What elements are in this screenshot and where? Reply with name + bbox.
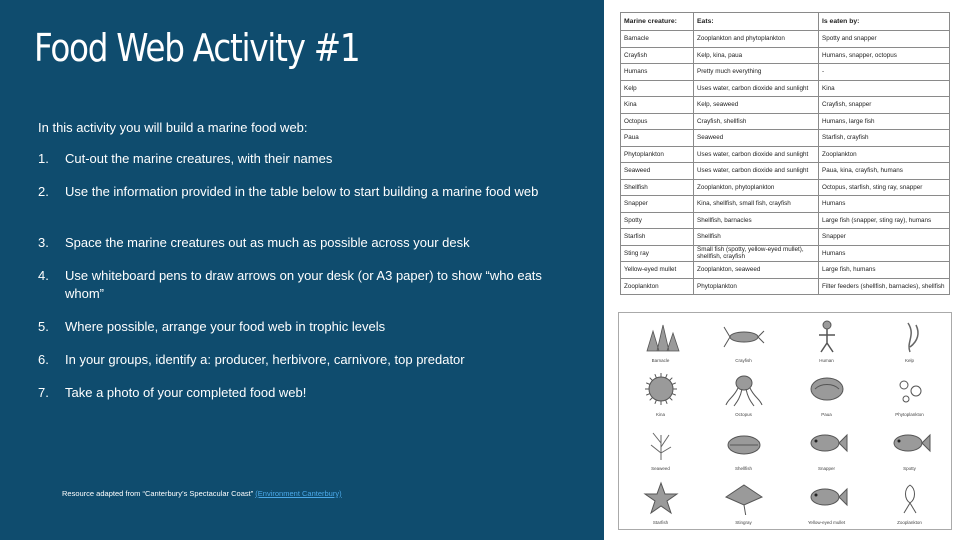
creature-card	[785, 367, 868, 421]
creature-cell: Yellow-eyed mullet	[621, 262, 694, 279]
step-text: Cut-out the marine creatures, with their names	[65, 151, 333, 166]
creature-label: Kelp	[904, 358, 914, 363]
table-row	[621, 212, 950, 229]
creature-cell: Seaweed	[621, 163, 694, 180]
kina-icon	[639, 371, 683, 407]
zooplankton-icon	[888, 479, 932, 515]
header-creature: Marine creature:	[621, 13, 694, 31]
phytoplankton-icon	[888, 371, 932, 407]
table-row	[621, 64, 950, 81]
creature-card	[619, 313, 702, 367]
starfish-icon	[639, 479, 683, 515]
table-body	[621, 31, 950, 295]
step-text: Where possible, arrange your food web in trophic levels	[65, 319, 386, 334]
step-item	[38, 150, 578, 168]
step-number: 5.	[38, 319, 49, 334]
eats-cell: Uses water, carbon dioxide and sunlight	[694, 146, 819, 163]
creature-label: Human	[819, 358, 834, 363]
step-number: 3.	[38, 235, 49, 250]
table-row	[621, 245, 950, 262]
creature-card	[868, 475, 951, 529]
reference-panel	[604, 0, 960, 540]
step-item	[38, 234, 578, 252]
creature-card	[785, 475, 868, 529]
creature-card	[702, 421, 785, 475]
step-item	[38, 384, 578, 402]
creature-label: Snapper	[817, 466, 835, 471]
eaten-by-cell: Crayfish, snapper	[819, 97, 950, 114]
creature-label: Shellfish	[734, 466, 752, 471]
eats-cell: Shellfish	[694, 229, 819, 246]
stingray-icon	[722, 479, 766, 515]
eaten-by-cell: Snapper	[819, 229, 950, 246]
resource-credit	[62, 489, 342, 498]
step-text: Take a photo of your completed food web!	[65, 385, 307, 400]
creature-cell: Humans	[621, 64, 694, 81]
eaten-by-cell: Humans	[819, 245, 950, 262]
table-row	[621, 31, 950, 48]
creature-card	[702, 367, 785, 421]
creature-card	[702, 313, 785, 367]
eats-cell: Zooplankton and phytoplankton	[694, 31, 819, 48]
table-header-row	[621, 13, 950, 31]
creature-cell: Shellfish	[621, 179, 694, 196]
eaten-by-cell: Octopus, starfish, sting ray, snapper	[819, 179, 950, 196]
creature-cell: Octopus	[621, 113, 694, 130]
creature-cell: Starfish	[621, 229, 694, 246]
creature-card	[619, 421, 702, 475]
eaten-by-cell: Humans, snapper, octopus	[819, 47, 950, 64]
step-text: Use whiteboard pens to draw arrows on your desk (or A3 paper) to show “who eats whom”	[65, 268, 542, 301]
creature-cell: Sting ray	[621, 245, 694, 262]
creature-cell: Spotty	[621, 212, 694, 229]
step-item	[38, 267, 578, 303]
step-text: Space the marine creatures out as much as possible across your desk	[65, 235, 470, 250]
creature-card	[702, 475, 785, 529]
snapper-icon	[805, 425, 849, 461]
creature-cell: Phytoplankton	[621, 146, 694, 163]
slide-title: Food Web Activity #1	[34, 26, 360, 70]
creature-label: Yellow-eyed mullet	[807, 520, 846, 525]
creature-label: Stingray	[735, 520, 752, 525]
eaten-by-cell: Humans, large fish	[819, 113, 950, 130]
eats-cell: Shellfish, barnacles	[694, 212, 819, 229]
credit-link[interactable]: (Environment Canterbury)	[255, 489, 342, 498]
step-number: 4.	[38, 268, 49, 283]
table-row	[621, 130, 950, 147]
creature-label: Seaweed	[651, 466, 670, 471]
eaten-by-cell: Zooplankton	[819, 146, 950, 163]
eats-cell: Kina, shellfish, small fish, crayfish	[694, 196, 819, 213]
creature-label: Phytoplankton	[895, 412, 924, 417]
creature-cell: Zooplankton	[621, 278, 694, 295]
eaten-by-cell: Large fish (snapper, sting ray), humans	[819, 212, 950, 229]
header-eaten-by: Is eaten by:	[819, 13, 950, 31]
spotty-icon	[888, 425, 932, 461]
crayfish-icon	[722, 317, 766, 353]
eats-cell: Kelp, seaweed	[694, 97, 819, 114]
creature-label: Paua	[821, 412, 832, 417]
seaweed-icon	[639, 425, 683, 461]
step-item	[38, 351, 578, 369]
shellfish-icon	[722, 425, 766, 461]
step-item	[38, 183, 578, 201]
eaten-by-cell: Filter feeders (shellfish, barnacles), shellfish	[819, 278, 950, 295]
step-number: 7.	[38, 385, 49, 400]
eats-cell: Kelp, kina, paua	[694, 47, 819, 64]
step-number: 2.	[38, 184, 49, 199]
eaten-by-cell: Kina	[819, 80, 950, 97]
creature-cell: Crayfish	[621, 47, 694, 64]
kelp-icon	[888, 317, 932, 353]
creature-label: Crayfish	[735, 358, 752, 363]
eats-cell: Crayfish, shellfish	[694, 113, 819, 130]
creature-label: Octopus	[735, 412, 752, 417]
barnacle-icon	[639, 317, 683, 353]
step-number: 1.	[38, 151, 49, 166]
creature-card	[785, 421, 868, 475]
creature-card	[785, 313, 868, 367]
creature-label: Kina	[655, 412, 665, 417]
table-row	[621, 146, 950, 163]
eats-cell: Uses water, carbon dioxide and sunlight	[694, 80, 819, 97]
octopus-icon	[722, 371, 766, 407]
step-item	[38, 318, 578, 336]
eaten-by-cell: Spotty and snapper	[819, 31, 950, 48]
table-row	[621, 179, 950, 196]
eats-cell: Small fish (spotty, yellow-eyed mullet), shellfish, crayfish	[694, 245, 819, 262]
table-row	[621, 80, 950, 97]
paua-icon	[805, 371, 849, 407]
eats-cell: Phytoplankton	[694, 278, 819, 295]
table-row	[621, 97, 950, 114]
table-row	[621, 47, 950, 64]
creature-cutout-grid	[618, 312, 952, 530]
food-web-table	[620, 12, 950, 295]
table-row	[621, 278, 950, 295]
creature-cell: Paua	[621, 130, 694, 147]
mullet-icon	[805, 479, 849, 515]
creature-label: Barnacle	[651, 358, 670, 363]
table-row	[621, 163, 950, 180]
table-row	[621, 113, 950, 130]
eats-cell: Zooplankton, seaweed	[694, 262, 819, 279]
creature-label: Starfish	[652, 520, 669, 525]
creature-cell: Kina	[621, 97, 694, 114]
table-row	[621, 196, 950, 213]
creature-card	[868, 313, 951, 367]
table-row	[621, 229, 950, 246]
eats-cell: Seaweed	[694, 130, 819, 147]
credit-text: Resource adapted from “Canterbury’s Spectacular Coast”	[62, 489, 254, 498]
creature-cell: Kelp	[621, 80, 694, 97]
human-icon	[805, 317, 849, 353]
creature-card	[868, 367, 951, 421]
table-row	[621, 262, 950, 279]
eats-cell: Pretty much everything	[694, 64, 819, 81]
creature-card	[619, 475, 702, 529]
eaten-by-cell: Humans	[819, 196, 950, 213]
intro-text: In this activity you will build a marine food web:	[38, 120, 308, 135]
eaten-by-cell: -	[819, 64, 950, 81]
step-text: Use the information provided in the table below to start building a marine food web	[65, 184, 539, 199]
step-number: 6.	[38, 352, 49, 367]
step-text: In your groups, identify a: producer, herbivore, carnivore, top predator	[65, 352, 465, 367]
creature-label: Zooplankton	[897, 520, 922, 525]
eaten-by-cell: Paua, kina, crayfish, humans	[819, 163, 950, 180]
eats-cell: Uses water, carbon dioxide and sunlight	[694, 163, 819, 180]
creature-card	[619, 367, 702, 421]
creature-cell: Barnacle	[621, 31, 694, 48]
eaten-by-cell: Large fish, humans	[819, 262, 950, 279]
header-eats: Eats:	[694, 13, 819, 31]
eaten-by-cell: Starfish, crayfish	[819, 130, 950, 147]
eats-cell: Zooplankton, phytoplankton	[694, 179, 819, 196]
creature-cell: Snapper	[621, 196, 694, 213]
creature-card	[868, 421, 951, 475]
creature-label: Spotty	[903, 466, 916, 471]
